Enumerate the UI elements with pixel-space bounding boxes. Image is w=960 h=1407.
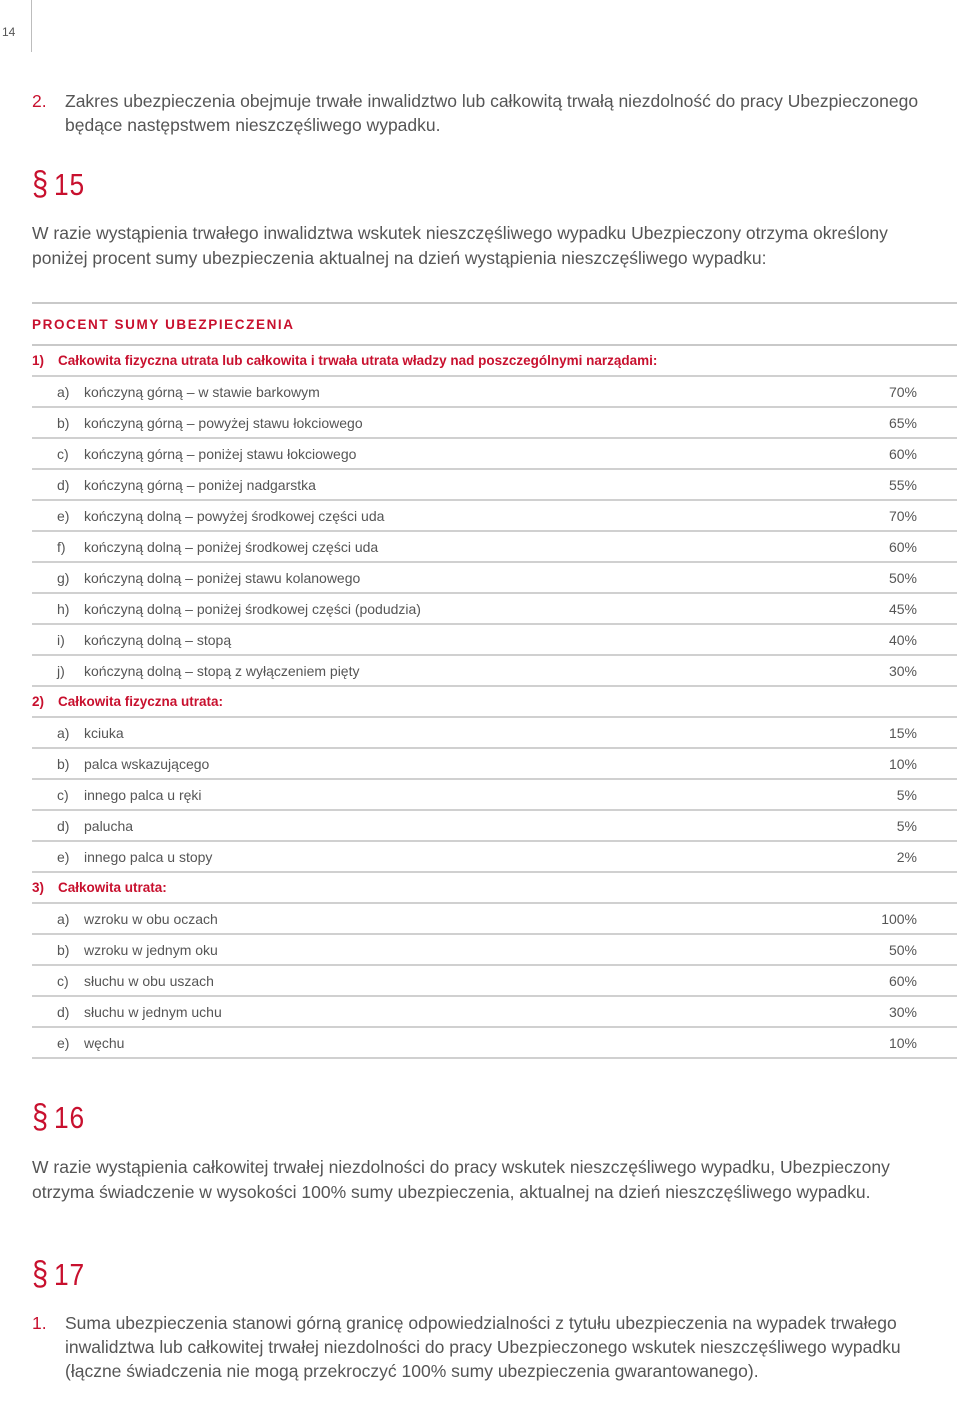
row-letter: b) bbox=[57, 942, 70, 958]
row-label: kończyną dolną – stopą z wyłączeniem pięty bbox=[84, 663, 360, 679]
table-header: PROCENT SUMY UBEZPIECZENIA bbox=[32, 302, 957, 346]
row-letter: g) bbox=[57, 570, 70, 586]
row-letter: e) bbox=[57, 508, 70, 524]
row-value: 5% bbox=[896, 818, 917, 834]
section-16-heading bbox=[32, 1099, 85, 1136]
section-symbol: § bbox=[32, 165, 49, 203]
table-row bbox=[32, 594, 957, 625]
row-value: 30% bbox=[888, 1004, 917, 1020]
table-row bbox=[32, 749, 957, 780]
row-value: 70% bbox=[888, 384, 917, 400]
row-label: kciuka bbox=[84, 725, 124, 741]
row-value: 70% bbox=[888, 508, 917, 524]
row-letter: c) bbox=[57, 446, 69, 462]
benefit-table bbox=[32, 302, 957, 1059]
section-number: 17 bbox=[54, 1257, 86, 1292]
table-body bbox=[32, 346, 957, 1059]
row-value: 2% bbox=[896, 849, 917, 865]
table-row bbox=[32, 811, 957, 842]
table-row bbox=[32, 997, 957, 1028]
row-label: wzroku w jednym oku bbox=[84, 942, 218, 958]
row-letter: b) bbox=[57, 415, 70, 431]
item-text: Zakres ubezpieczenia obejmuje trwałe inwalidztwo lub całkowitą trwałą niezdolność do pracy Ubezpieczonego będące następstwem nieszczęśliwego wypadku. bbox=[65, 91, 919, 135]
row-letter: i) bbox=[57, 632, 65, 648]
table-row bbox=[32, 377, 957, 408]
section-number: 16 bbox=[54, 1100, 86, 1135]
row-letter: j) bbox=[57, 663, 65, 679]
section-17-item-1 bbox=[32, 1311, 920, 1383]
row-label: kończyną dolną – stopą bbox=[84, 632, 232, 648]
table-row bbox=[32, 718, 957, 749]
group-number: 2) bbox=[32, 694, 45, 709]
row-label: wzroku w obu oczach bbox=[84, 911, 218, 927]
row-letter: e) bbox=[57, 1035, 70, 1051]
row-label: słuchu w jednym uchu bbox=[84, 1004, 222, 1020]
table-row bbox=[32, 935, 957, 966]
row-value: 60% bbox=[888, 973, 917, 989]
section-number: 15 bbox=[54, 167, 86, 202]
section-symbol: § bbox=[32, 1255, 49, 1293]
row-label: kończyną dolną – poniżej środkowej części (podudzia) bbox=[84, 601, 421, 617]
section-15-text: W razie wystąpienia trwałego inwalidztwa wskutek nieszczęśliwego wypadku Ubezpieczony otrzyma określony poniżej procent sumy ubezpieczenia aktualnej na dzień wystąpienia nieszczęśliwego wypadku: bbox=[32, 223, 888, 268]
row-value: 15% bbox=[888, 725, 917, 741]
row-value: 50% bbox=[888, 942, 917, 958]
section-15-heading bbox=[32, 166, 85, 203]
row-value: 60% bbox=[888, 539, 917, 555]
table-group-row bbox=[32, 873, 957, 904]
row-letter: d) bbox=[57, 818, 70, 834]
row-label: kończyną górną – poniżej nadgarstka bbox=[84, 477, 316, 493]
row-label: kończyną górną – w stawie barkowym bbox=[84, 384, 320, 400]
row-label: słuchu w obu uszach bbox=[84, 973, 214, 989]
row-letter: d) bbox=[57, 477, 70, 493]
section-17-heading bbox=[32, 1256, 85, 1293]
table-row bbox=[32, 1028, 957, 1059]
table-row bbox=[32, 501, 957, 532]
row-label: kończyną dolną – powyżej środkowej części uda bbox=[84, 508, 385, 524]
table-row bbox=[32, 439, 957, 470]
row-value: 55% bbox=[888, 477, 917, 493]
table-row bbox=[32, 563, 957, 594]
group-label: Całkowita utrata: bbox=[58, 880, 167, 895]
group-number: 3) bbox=[32, 880, 45, 895]
table-row bbox=[32, 532, 957, 563]
margin-rule bbox=[31, 0, 32, 52]
table-row bbox=[32, 470, 957, 501]
row-value: 65% bbox=[888, 415, 917, 431]
row-letter: a) bbox=[57, 725, 70, 741]
page-number: 14 bbox=[2, 25, 16, 39]
group-label: Całkowita fizyczna utrata lub całkowita i trwała utrata władzy nad poszczególnymi narządami: bbox=[58, 353, 658, 368]
table-row bbox=[32, 408, 957, 439]
table-row bbox=[32, 966, 957, 997]
table-row bbox=[32, 904, 957, 935]
row-label: kończyną górną – poniżej stawu łokciowego bbox=[84, 446, 357, 462]
section-symbol: § bbox=[32, 1098, 49, 1136]
row-label: innego palca u ręki bbox=[84, 787, 202, 803]
table-row bbox=[32, 656, 957, 687]
table-row bbox=[32, 842, 957, 873]
row-value: 40% bbox=[888, 632, 917, 648]
row-label: palca wskazującego bbox=[84, 756, 210, 772]
table-group-row bbox=[32, 346, 957, 377]
table-row bbox=[32, 625, 957, 656]
section-16-text: W razie wystąpienia całkowitej trwałej niezdolności do pracy wskutek nieszczęśliwego wypadku, Ubezpieczony otrzyma świadczenie w wysokości 100% sumy ubezpieczenia, aktualnej na dzień nieszczęśliwego wypadku. bbox=[32, 1157, 890, 1202]
item-number: 1. bbox=[32, 1313, 47, 1333]
table-row bbox=[32, 780, 957, 811]
row-value: 100% bbox=[881, 911, 917, 927]
row-value: 30% bbox=[888, 663, 917, 679]
row-label: kończyną dolną – poniżej środkowej części uda bbox=[84, 539, 379, 555]
item-text: Suma ubezpieczenia stanowi górną granicę odpowiedzialności z tytułu ubezpieczenia na wypadek trwałego inwalidztwa lub całkowitej trwałej niezdolności do pracy Ubezpieczonego wskutek nieszczęśliwego wypadku (łączne świadczenia nie mogą przekroczyć 100% sumy ubezpieczenia gwarantowanego). bbox=[65, 1313, 901, 1381]
row-label: innego palca u stopy bbox=[84, 849, 213, 865]
row-value: 45% bbox=[888, 601, 917, 617]
group-label: Całkowita fizyczna utrata: bbox=[58, 694, 224, 709]
row-letter: d) bbox=[57, 1004, 70, 1020]
row-label: kończyną dolną – poniżej stawu kolanowego bbox=[84, 570, 361, 586]
item-2 bbox=[32, 89, 920, 137]
table-group-row bbox=[32, 687, 957, 718]
row-letter: b) bbox=[57, 756, 70, 772]
row-label: węchu bbox=[84, 1035, 125, 1051]
row-letter: a) bbox=[57, 384, 70, 400]
row-label: palucha bbox=[84, 818, 134, 834]
row-letter: f) bbox=[57, 539, 66, 555]
row-value: 10% bbox=[888, 756, 917, 772]
group-number: 1) bbox=[32, 353, 45, 368]
item-number: 2. bbox=[32, 91, 47, 111]
row-letter: h) bbox=[57, 601, 70, 617]
row-label: kończyną górną – powyżej stawu łokciowego bbox=[84, 415, 363, 431]
row-letter: a) bbox=[57, 911, 70, 927]
row-value: 5% bbox=[896, 787, 917, 803]
row-value: 10% bbox=[888, 1035, 917, 1051]
row-value: 50% bbox=[888, 570, 917, 586]
row-value: 60% bbox=[888, 446, 917, 462]
row-letter: e) bbox=[57, 849, 70, 865]
row-letter: c) bbox=[57, 787, 69, 803]
row-letter: c) bbox=[57, 973, 69, 989]
